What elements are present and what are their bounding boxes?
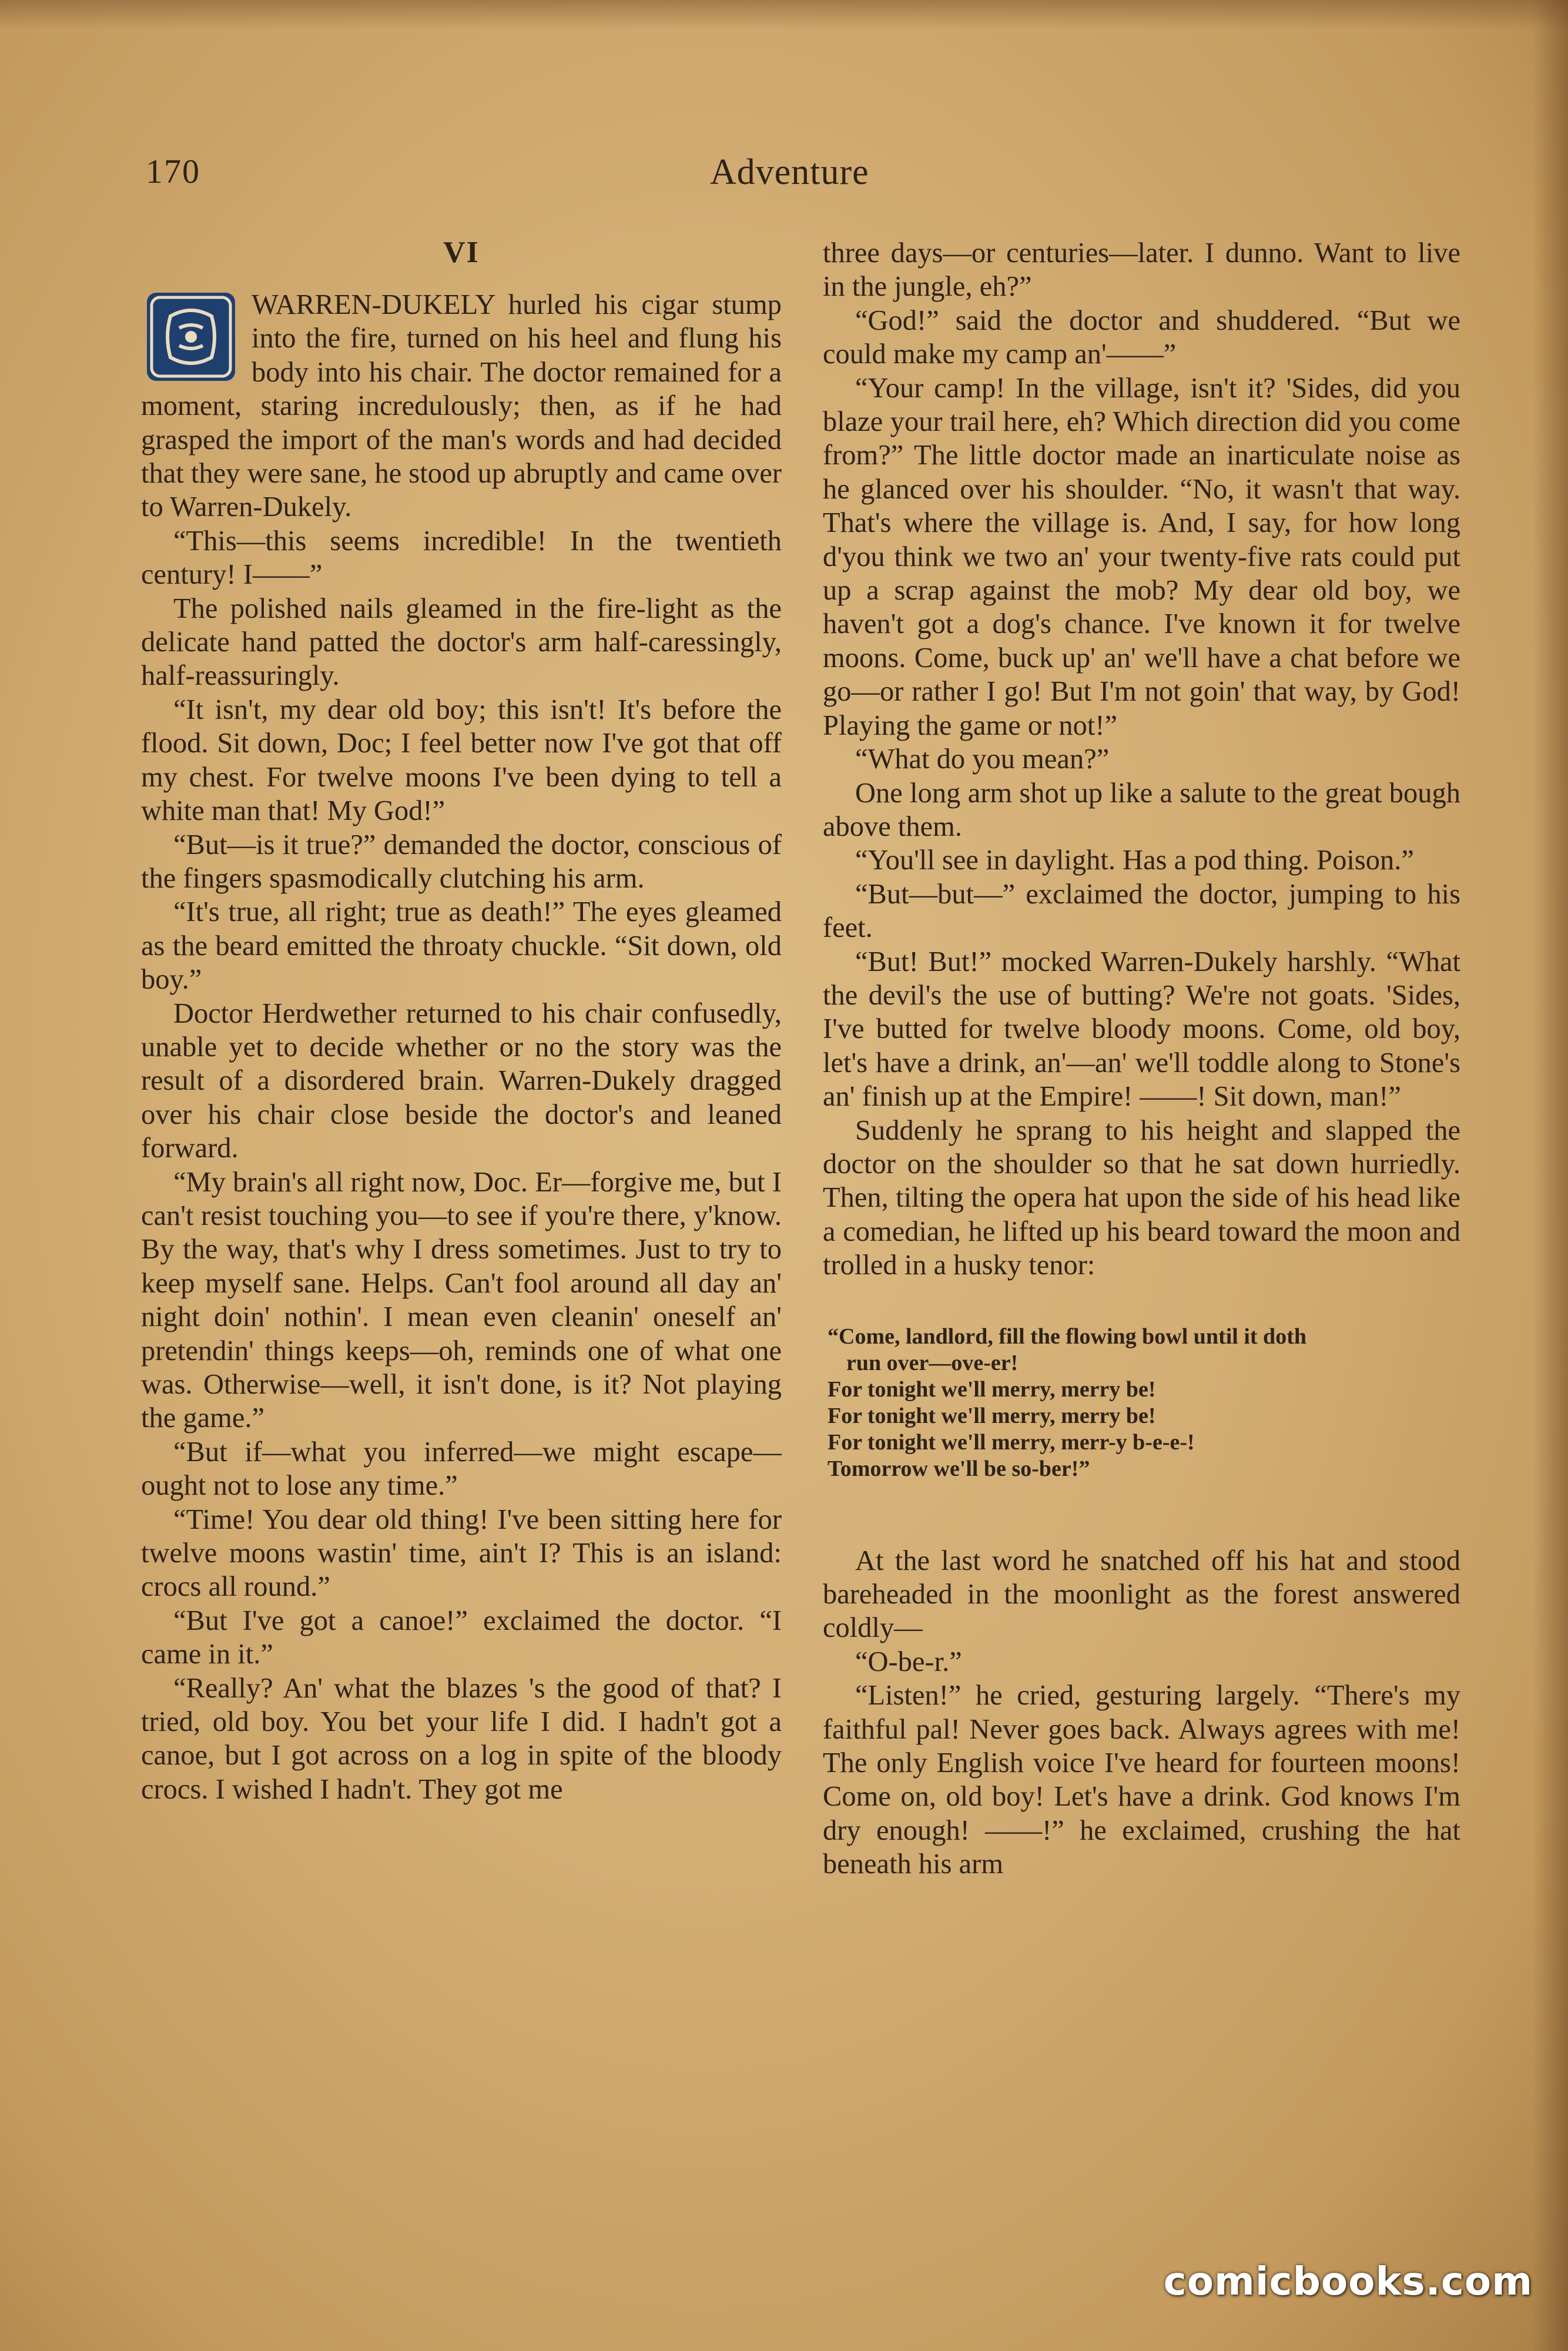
paragraph: The polished nails gleamed in the fire-light as the delicate hand patted the doctor's arm half-caressingly, half-reassuringly. (141, 592, 782, 692)
paragraph: At the last word he snatched off his hat and stood bareheaded in the moonlight as the forest answered coldly— (823, 1545, 1460, 1644)
paragraph: Doctor Herdwether returned to his chair confusedly, unable yet to decide whether or no the story was the result of a disordered brain. Warren-Dukely dragged over his chair close beside the doctor's and leaned forward. (141, 997, 782, 1164)
paragraph: “You'll see in daylight. Has a pod thing. Poison.” (855, 845, 1414, 876)
paragraph: “Listen!” he cried, gesturing largely. “There's my faithful pal! Never goes back. Always agrees with me! The only English voice I've heard for fourteen moons! Come on, old boy! Let's have a drink. God knows I'm dry enough! ——!” he exclaimed, crushing the hat beneath his arm (823, 1680, 1460, 1880)
paragraph: “But—is it true?” demanded the doctor, conscious of the fingers spasmodically clutching his arm. (141, 829, 782, 894)
song-verse (823, 1324, 1460, 1482)
paragraph: Suddenly he sprang to his height and slapped the doctor on the shoulder so that he sat down hurriedly. Then, tilting the opera hat upon the side of his head like a comedian, he lifted up his beard toward the moon and trolled in a husky tenor: (823, 1114, 1460, 1281)
verse-line: “Come, landlord, fill the flowing bowl until it doth (827, 1324, 1306, 1349)
paragraph: “This—this seems incredible! In the twentieth century! I——” (141, 525, 782, 591)
paragraph: “What do you mean?” (855, 744, 1110, 775)
paragraph: “God!” said the doctor and shuddered. “But we could make my camp an'——” (823, 304, 1460, 370)
paragraph: “But I've got a canoe!” exclaimed the doctor. “I came in it.” (141, 1605, 782, 1670)
verse-line: For tonight we'll merry, merry be! (827, 1403, 1156, 1428)
left-column (141, 229, 782, 1806)
page-shadow-right (1533, 0, 1568, 2351)
page-header (146, 152, 1486, 205)
verse-line: Tomorrow we'll be so-ber!” (827, 1456, 1090, 1481)
paragraph: “Really? An' what the blazes 's the good of that? I tried, old boy. You bet your life I did. I hadn't got a canoe, but I got across on a log in spite of the bloody crocs. I wished I hadn't. They got me (141, 1672, 782, 1805)
paragraph: “Time! You dear old thing! I've been sitting here for twelve moons wastin' time, ain't I? This is an island: crocs all round.” (141, 1503, 782, 1603)
page-number: 170 (146, 152, 200, 190)
paragraph: “But if—what you inferred—we might escape—ought not to lose any time.” (141, 1436, 782, 1502)
verse-line: For tonight we'll merry, merry be! (827, 1377, 1156, 1402)
right-column (823, 236, 1460, 1881)
paragraph: “It's true, all right; true as death!” The eyes gleamed as the beard emitted the throaty chuckle. “Sit down, old boy.” (141, 896, 782, 996)
paragraph: “But—but—” exclaimed the doctor, jumping to his feet. (823, 878, 1460, 944)
paragraph: “My brain's all right now, Doc. Er—forgive me, but I can't resist touching you—to see if you're there, y'know. By the way, that's why I dress sometimes. Just to try to keep myself sane. Helps. Can't fool around all day an' night doin' nothin'. I mean even cleanin' oneself an' pretendin' things keeps—oh, reminds one of what one was. Otherwise—well, it isn't done, is it? Not playing the game.” (141, 1166, 782, 1434)
drop-cap-ornament-icon (147, 293, 235, 381)
verse-line: For tonight we'll merry, merr-y b-e-e-! (827, 1429, 1195, 1455)
page-shadow-top (0, 0, 1568, 29)
paragraph: “But! But!” mocked Warren-Dukely harshly. “What the devil's the use of butting? We're not goats. 'Sides, I've butted for twelve bloody moons. Come, old boy, let's have a drink, an'—an' we'll toddle along to Stone's an' finish up at the Empire! ——! Sit down, man!” (823, 946, 1460, 1113)
section-number: VI (443, 236, 480, 269)
paragraph: One long arm shot up like a salute to the great bough above them. (823, 777, 1460, 842)
watermark: comicbooks.com (1163, 2259, 1533, 2304)
running-title: Adventure (710, 152, 869, 192)
paragraph: WARREN-DUKELY hurled his cigar stump into the fire, turned on his heel and flung his body into his chair. The doctor remained for a moment, staring incredulously; then, as if he had grasped the import of the man's words and had decided that they were sane, he stood up abruptly and came over to Warren-Dukely. (141, 289, 782, 523)
paragraph: “O-be-r.” (855, 1646, 962, 1677)
paragraph: “Your camp! In the village, isn't it? 'Sides, did you blaze your trail here, eh? Which direction did you come from?” The little doctor made an inarticulate noise as he glanced over his shoulder. “No, it wasn't that way. That's where the village is. And, I say, for how long d'you think we two an' your twenty-five rats could put up a scrap against the mob? My dear old boy, we haven't got a dog's chance. I've known it for twelve moons. Come, buck up' an' we'll have a chat before we go—or rather I go! But I'm not goin' that way, by God! Playing the game or not!” (823, 372, 1460, 741)
verse-line: run over—ove-er! (846, 1350, 1018, 1375)
paragraph: “It isn't, my dear old boy; this isn't! It's before the flood. Sit down, Doc; I feel better now I've got that off my chest. For twelve moons I've been dying to tell a white man that! My God!” (141, 694, 782, 827)
paragraph: three days—or centuries—later. I dunno. Want to live in the jungle, eh?” (823, 237, 1460, 303)
